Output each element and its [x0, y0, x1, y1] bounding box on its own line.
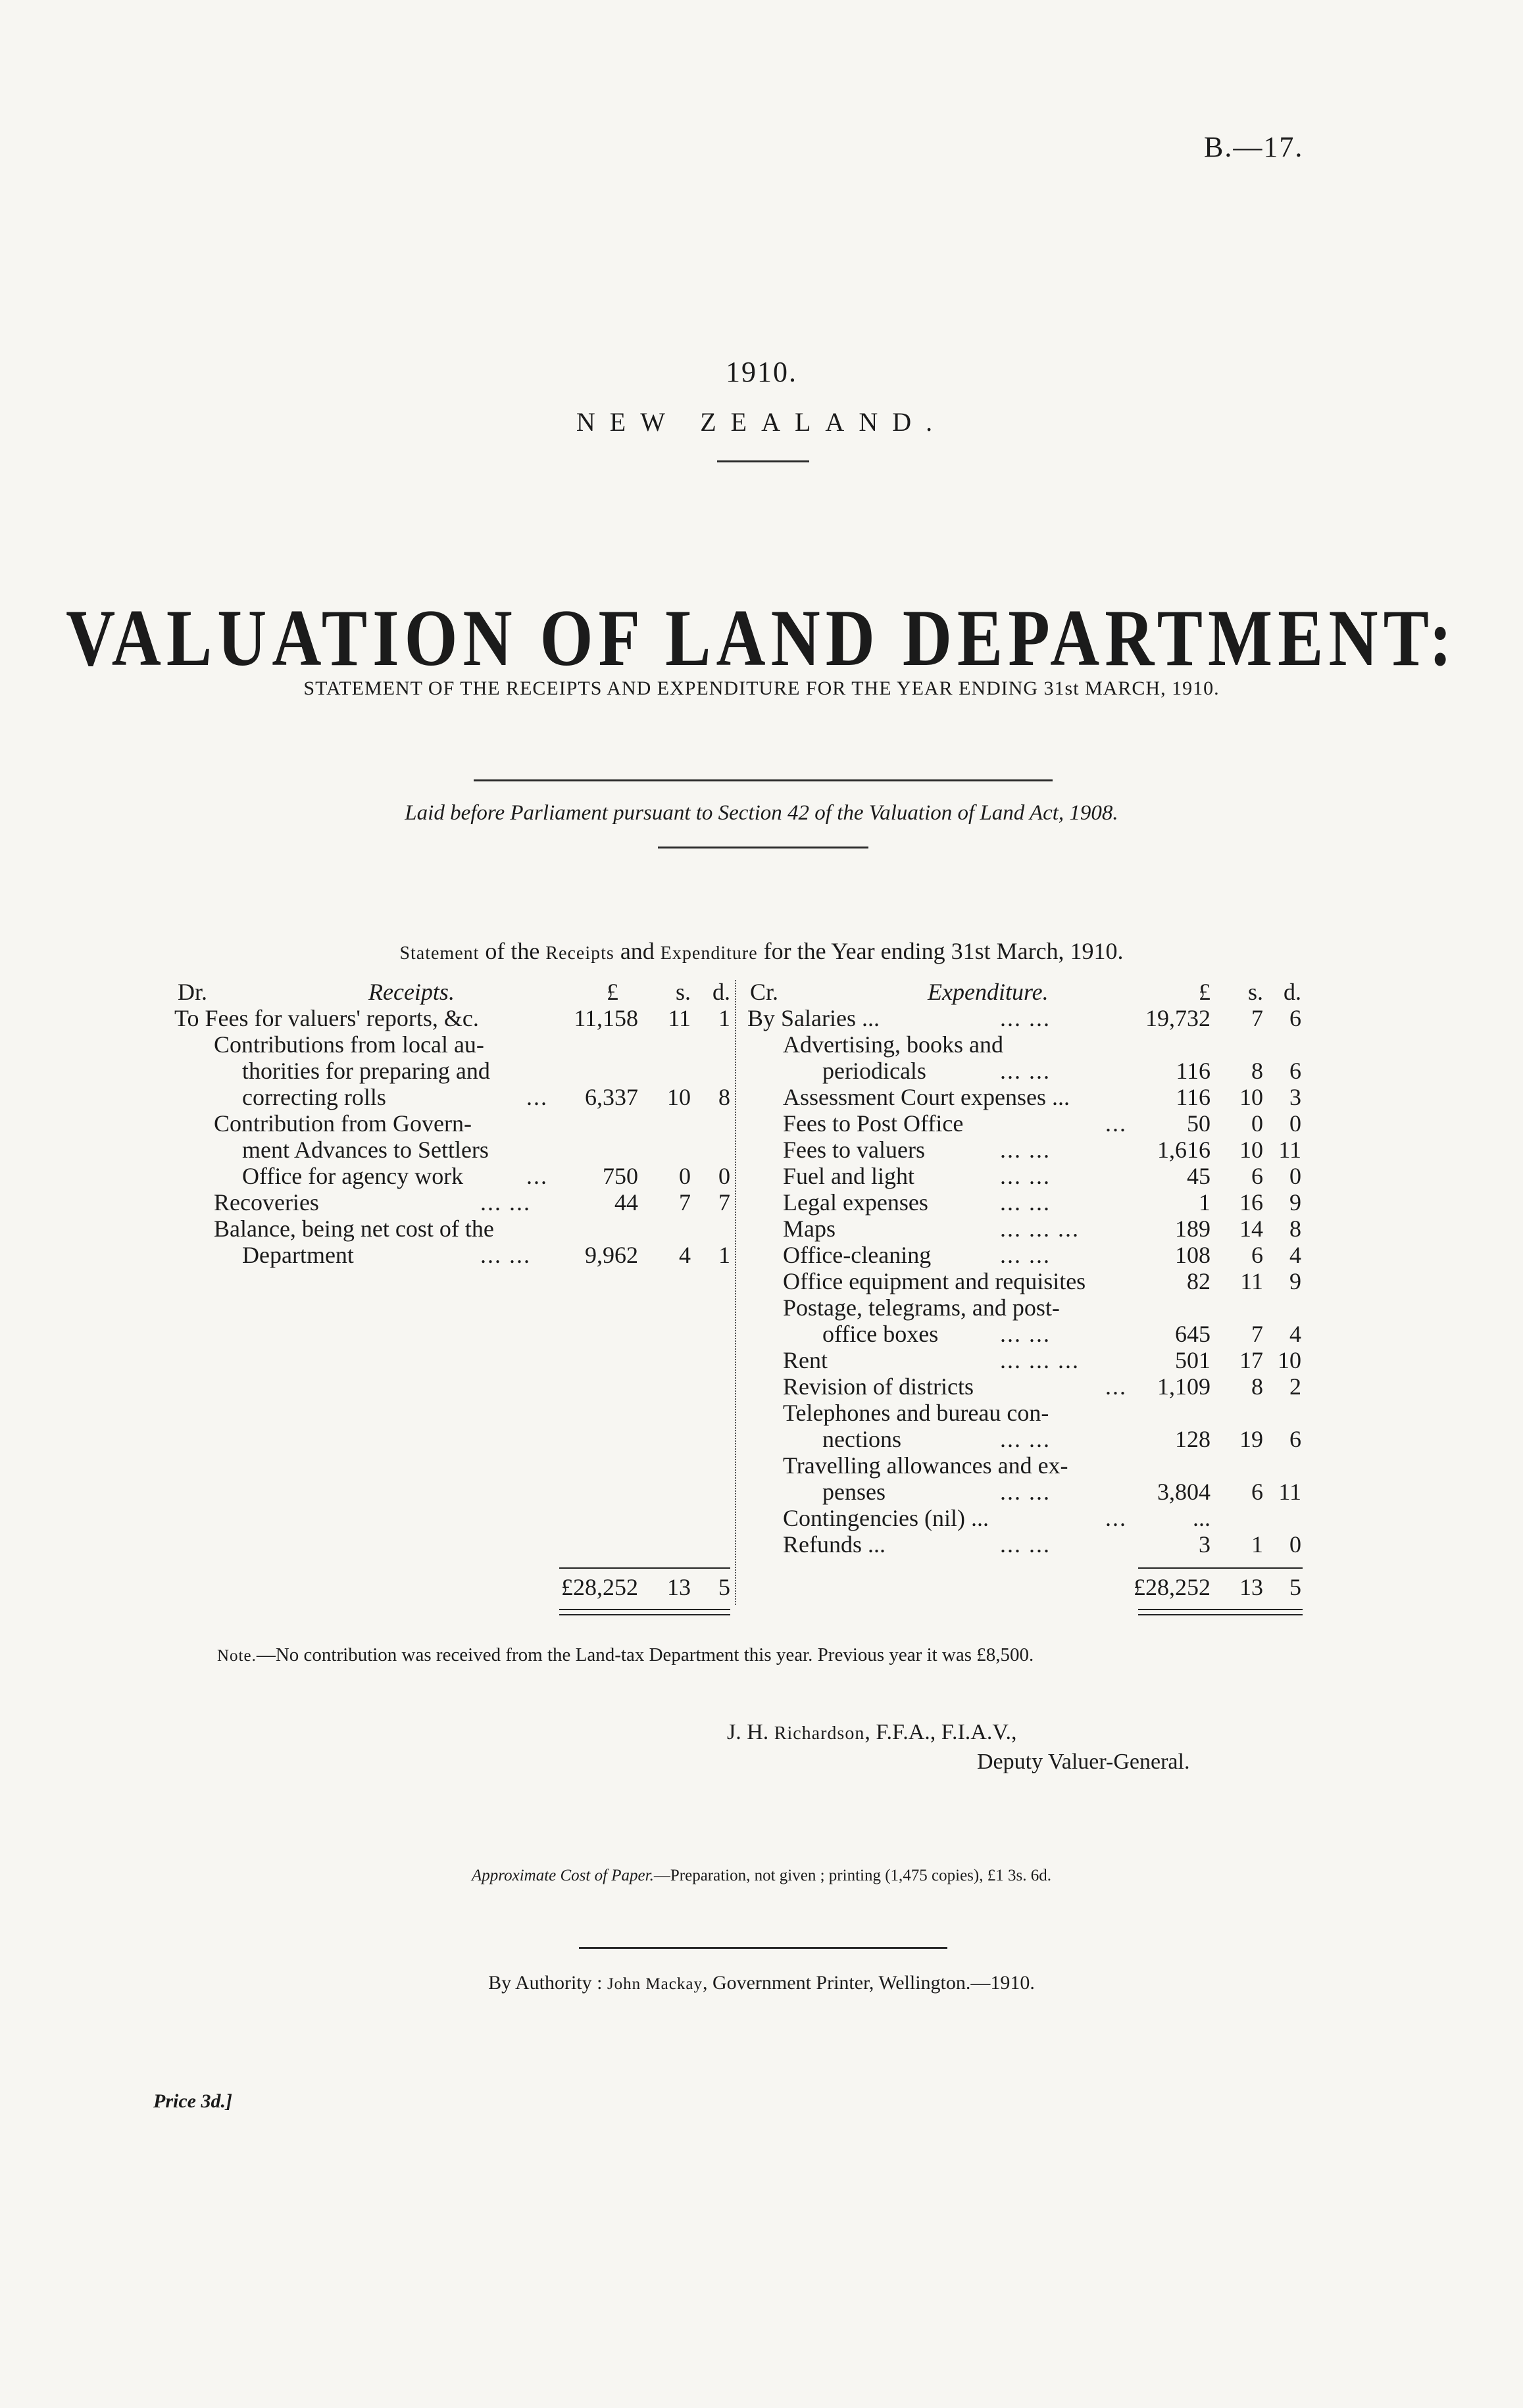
expenditure-shillings: 8: [1251, 1373, 1263, 1400]
expenditure-line-text: Postage, telegrams, and post-: [783, 1294, 1060, 1321]
expenditure-shillings: 16: [1239, 1189, 1263, 1216]
receipt-pounds: 750: [603, 1163, 638, 1189]
expenditure-line-text: Contingencies (nil) ...: [783, 1505, 989, 1531]
receipts-total-shillings: 13: [667, 1574, 691, 1600]
rule-under-country: [717, 460, 809, 462]
receipt-pence: 7: [718, 1189, 730, 1216]
authority-suffix: , Government Printer, Wellington.—1910.: [702, 1972, 1035, 1994]
expenditure-pounds: 50: [1187, 1110, 1211, 1137]
expenditure-line-text: Advertising, books and: [783, 1031, 1003, 1058]
rule-below-laid: [658, 847, 868, 848]
receipt-line-text: Contribution from Govern-: [214, 1110, 472, 1137]
expenditure-shillings: 0: [1251, 1110, 1263, 1137]
expenditure-line-text: Legal expenses: [783, 1189, 928, 1216]
expenditure-total-shillings: 13: [1239, 1574, 1263, 1600]
expenditure-line-text: Office equipment and requisites: [783, 1268, 1086, 1294]
expenditure-line-leader: ... ...: [1000, 1189, 1051, 1216]
receipts-dr-label: Dr.: [178, 979, 207, 1005]
document-reference: B.—17.: [1204, 131, 1304, 163]
expenditure-pounds: 116: [1176, 1084, 1211, 1110]
expenditure-line-leader: ... ... ...: [1000, 1216, 1080, 1242]
receipt-pounds: 6,337: [585, 1084, 638, 1110]
expenditure-line-text: Fees to Post Office: [783, 1110, 964, 1137]
expenditure-pence: 0: [1289, 1163, 1301, 1189]
expenditure-shillings: 6: [1251, 1242, 1263, 1268]
expenditure-col-shillings: s.: [1247, 979, 1263, 1005]
column-divider: [735, 980, 737, 1605]
receipts-total-rule-bottom-1: [559, 1609, 730, 1610]
receipt-line-text: thorities for preparing and: [242, 1058, 490, 1084]
expenditure-heading: Expenditure.: [928, 979, 1049, 1005]
expenditure-line-leader: ... ...: [1000, 1163, 1051, 1189]
expenditure-pence: 9: [1289, 1189, 1301, 1216]
receipt-line-leader: ... ...: [480, 1242, 531, 1268]
statement-heading-text: for the Year ending 31st March, 1910.: [757, 938, 1124, 964]
expenditure-line-text: Office-cleaning: [783, 1242, 932, 1268]
expenditure-total-rule-bottom-2: [1138, 1614, 1303, 1615]
signature-initials: J. H.: [727, 1720, 774, 1744]
expenditure-line-leader: ...: [1105, 1110, 1127, 1137]
receipt-line-text: Department: [242, 1242, 354, 1268]
authority-prefix: By Authority :: [488, 1972, 607, 1994]
note-text: —No contribution was received from the Land-tax Department this year. Previous year it was £8,500.: [256, 1644, 1034, 1665]
expenditure-line-leader: ... ... ...: [1000, 1347, 1080, 1373]
rule-above-laid: [474, 779, 1053, 781]
note-label: Note.: [217, 1647, 257, 1665]
expenditure-line-text: Travelling allowances and ex-: [783, 1452, 1068, 1479]
signature-credentials: , F.F.A., F.I.A.V.,: [864, 1720, 1017, 1744]
expenditure-shillings: 1: [1251, 1531, 1263, 1558]
expenditure-pence: 11: [1278, 1479, 1301, 1505]
receipt-line-leader: ...: [526, 1163, 548, 1189]
receipt-line-leader: ... ...: [480, 1189, 531, 1216]
signature-surname: Richardson: [774, 1723, 865, 1744]
expenditure-total-rule-top: [1138, 1567, 1303, 1569]
expenditure-shillings: 19: [1239, 1426, 1263, 1452]
expenditure-pounds: 128: [1175, 1426, 1211, 1452]
printer-authority: [0, 1972, 1523, 1994]
receipt-line-text: Contributions from local au-: [214, 1031, 484, 1058]
expenditure-col-pounds: £: [1199, 979, 1211, 1005]
expenditure-pence: 0: [1289, 1110, 1301, 1137]
expenditure-pounds: 116: [1176, 1058, 1211, 1084]
expenditure-line-text: Assessment Court expenses ...: [783, 1084, 1070, 1110]
signature-name: [727, 1720, 1017, 1745]
expenditure-pence: 6: [1289, 1005, 1301, 1031]
receipt-shillings: 4: [679, 1242, 691, 1268]
expenditure-pounds: ...: [1193, 1505, 1211, 1531]
expenditure-line-text: periodicals: [822, 1058, 926, 1084]
receipt-shillings: 0: [679, 1163, 691, 1189]
receipt-line-text: correcting rolls: [242, 1084, 386, 1110]
expenditure-shillings: 8: [1251, 1058, 1263, 1084]
statement-heading-word: Expenditure: [660, 943, 758, 964]
receipt-shillings: 7: [679, 1189, 691, 1216]
receipt-line-text: To Fees for valuers' reports, &c.: [174, 1005, 479, 1031]
receipt-pence: 1: [718, 1242, 730, 1268]
approximate-cost: [0, 1867, 1523, 1885]
statement-heading-word: Receipts: [545, 943, 614, 964]
expenditure-pence: 2: [1289, 1373, 1301, 1400]
expenditure-line-leader: ... ...: [1000, 1242, 1051, 1268]
signature-title: Deputy Valuer-General.: [977, 1750, 1190, 1774]
expenditure-total-pence: 5: [1289, 1574, 1301, 1600]
expenditure-pounds: 3,804: [1157, 1479, 1211, 1505]
expenditure-line-leader: ... ...: [1000, 1137, 1051, 1163]
expenditure-shillings: 10: [1239, 1084, 1263, 1110]
expenditure-line-text: office boxes: [822, 1321, 939, 1347]
expenditure-line-leader: ... ...: [1000, 1005, 1051, 1031]
note: [217, 1644, 1034, 1666]
statement-heading-text: and: [614, 938, 661, 964]
receipt-line-text: Office for agency work: [242, 1163, 464, 1189]
expenditure-pounds: 19,732: [1145, 1005, 1211, 1031]
statement-heading: [0, 937, 1523, 965]
expenditure-line-text: penses: [822, 1479, 886, 1505]
expenditure-line-text: Telephones and bureau con-: [783, 1400, 1049, 1426]
expenditure-line-leader: ...: [1105, 1505, 1127, 1531]
rule-above-authority: [579, 1947, 947, 1949]
receipt-line-text: Recoveries: [214, 1189, 319, 1216]
expenditure-line-text: Fees to valuers: [783, 1137, 925, 1163]
expenditure-shillings: 10: [1239, 1137, 1263, 1163]
expenditure-pounds: 645: [1175, 1321, 1211, 1347]
receipts-col-pence: d.: [712, 979, 730, 1005]
expenditure-shillings: 17: [1239, 1347, 1263, 1373]
expenditure-line-leader: ... ...: [1000, 1058, 1051, 1084]
statement-heading-word: Statement: [399, 943, 480, 964]
expenditure-pounds: 501: [1175, 1347, 1211, 1373]
expenditure-pounds: 189: [1175, 1216, 1211, 1242]
expenditure-line-text: By Salaries ...: [747, 1005, 880, 1031]
receipt-pence: 8: [718, 1084, 730, 1110]
authority-printer: John Mackay: [607, 1975, 703, 1993]
price: Price 3d.]: [153, 2090, 232, 2112]
expenditure-line-leader: ... ...: [1000, 1479, 1051, 1505]
expenditure-pence: 3: [1289, 1084, 1301, 1110]
country-name: NEW ZEALAND.: [576, 407, 947, 437]
cost-label: Approximate Cost of Paper.: [472, 1867, 654, 1884]
expenditure-pounds: 3: [1199, 1531, 1211, 1558]
expenditure-shillings: 6: [1251, 1479, 1263, 1505]
page-subtitle: STATEMENT OF THE RECEIPTS AND EXPENDITURE FOR THE YEAR ENDING 31st MARCH, 1910.: [303, 677, 1220, 699]
expenditure-line-leader: ... ...: [1000, 1531, 1051, 1558]
receipts-total-pence: 5: [718, 1574, 730, 1600]
expenditure-pence: 4: [1289, 1242, 1301, 1268]
expenditure-shillings: 11: [1240, 1268, 1263, 1294]
expenditure-shillings: 7: [1251, 1005, 1263, 1031]
expenditure-line-text: Refunds ...: [783, 1531, 886, 1558]
expenditure-pounds: 1: [1199, 1189, 1211, 1216]
expenditure-pence: 6: [1289, 1426, 1301, 1452]
expenditure-pounds: 1,616: [1157, 1137, 1211, 1163]
publication-year: 1910.: [726, 356, 797, 388]
receipts-total-rule-top: [559, 1567, 730, 1569]
receipt-line-leader: ...: [526, 1084, 548, 1110]
receipt-pounds: 11,158: [574, 1005, 638, 1031]
expenditure-pounds: 82: [1187, 1268, 1211, 1294]
cost-text: —Preparation, not given ; printing (1,475 copies), £1 3s. 6d.: [653, 1867, 1051, 1884]
expenditure-line-text: Revision of districts: [783, 1373, 974, 1400]
receipts-total-pounds: £28,252: [561, 1574, 638, 1600]
expenditure-pounds: 45: [1187, 1163, 1211, 1189]
receipt-line-text: ment Advances to Settlers: [242, 1137, 489, 1163]
expenditure-pence: 10: [1278, 1347, 1301, 1373]
statement-heading-text: of the: [479, 938, 546, 964]
expenditure-line-leader: ... ...: [1000, 1321, 1051, 1347]
laid-before-parliament: Laid before Parliament pursuant to Section 42 of the Valuation of Land Act, 1908.: [405, 801, 1118, 825]
page-title: VALUATION OF LAND DEPARTMENT:: [66, 593, 1457, 683]
expenditure-pence: 9: [1289, 1268, 1301, 1294]
receipt-pence: 1: [718, 1005, 730, 1031]
expenditure-total-pounds: £28,252: [1134, 1574, 1211, 1600]
receipt-pounds: 44: [614, 1189, 638, 1216]
expenditure-pence: 6: [1289, 1058, 1301, 1084]
expenditure-pence: 0: [1289, 1531, 1301, 1558]
expenditure-line-leader: ...: [1105, 1373, 1127, 1400]
expenditure-line-text: nections: [822, 1426, 901, 1452]
expenditure-cr-label: Cr.: [750, 979, 779, 1005]
receipt-line-text: Balance, being net cost of the: [214, 1216, 494, 1242]
expenditure-pence: 4: [1289, 1321, 1301, 1347]
expenditure-line-text: Rent: [783, 1347, 828, 1373]
expenditure-shillings: 6: [1251, 1163, 1263, 1189]
receipts-heading: Receipts.: [368, 979, 455, 1005]
expenditure-pounds: 1,109: [1157, 1373, 1211, 1400]
receipts-col-pounds: £: [607, 979, 618, 1005]
expenditure-line-text: Fuel and light: [783, 1163, 914, 1189]
expenditure-pence: 8: [1289, 1216, 1301, 1242]
receipt-pounds: 9,962: [585, 1242, 638, 1268]
expenditure-pounds: 108: [1175, 1242, 1211, 1268]
expenditure-total-rule-bottom-1: [1138, 1609, 1303, 1610]
receipt-shillings: 10: [667, 1084, 691, 1110]
receipt-pence: 0: [718, 1163, 730, 1189]
expenditure-col-pence: d.: [1284, 979, 1301, 1005]
expenditure-line-leader: ... ...: [1000, 1426, 1051, 1452]
receipts-col-shillings: s.: [675, 979, 691, 1005]
receipts-total-rule-bottom-2: [559, 1614, 730, 1615]
expenditure-pence: 11: [1278, 1137, 1301, 1163]
receipt-shillings: 11: [668, 1005, 691, 1031]
expenditure-shillings: 14: [1239, 1216, 1263, 1242]
expenditure-shillings: 7: [1251, 1321, 1263, 1347]
expenditure-line-text: Maps: [783, 1216, 836, 1242]
